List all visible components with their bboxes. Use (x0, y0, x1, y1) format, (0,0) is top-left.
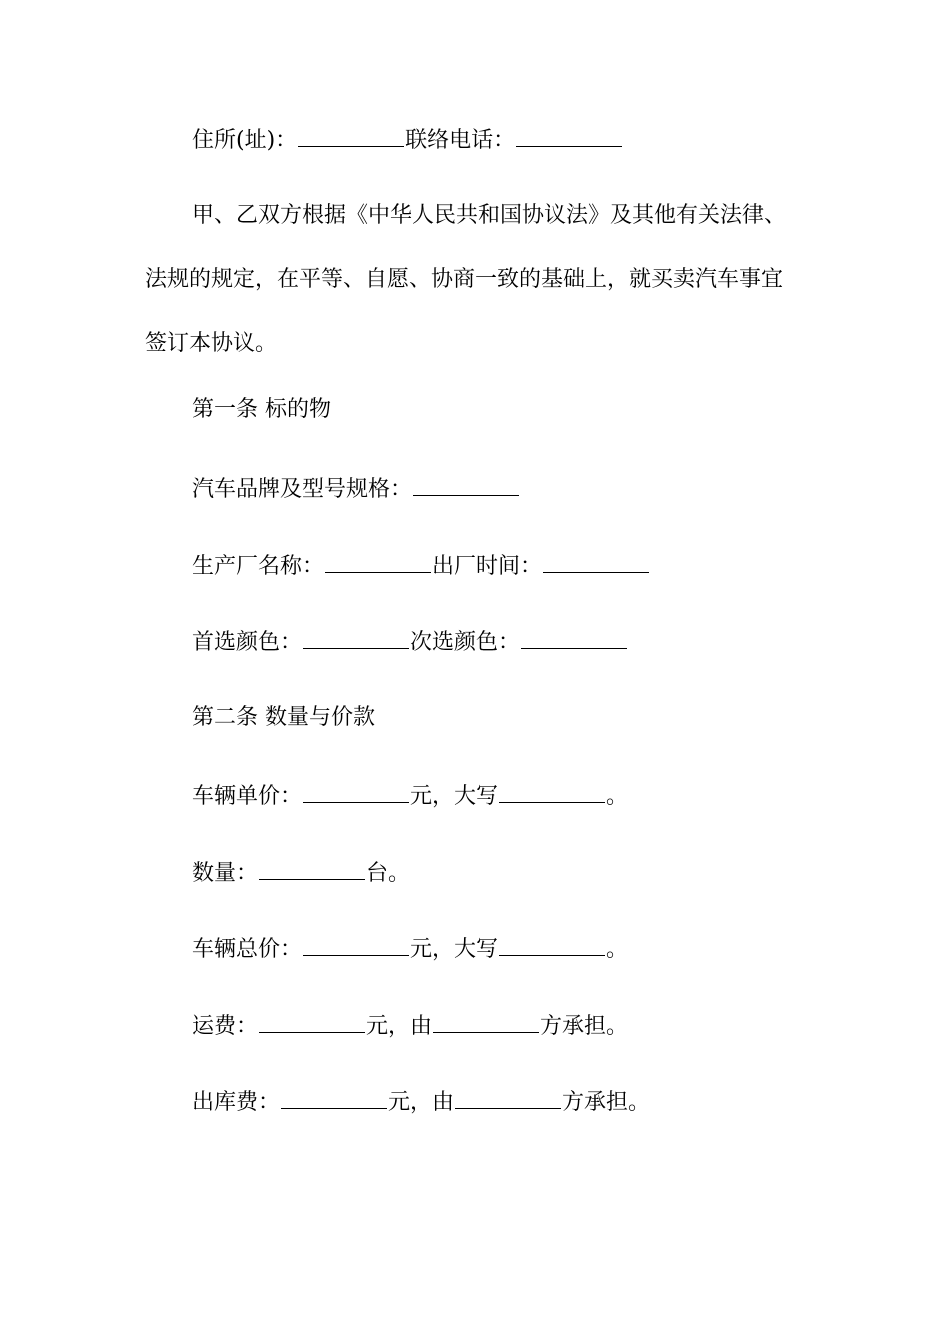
intro-row-1: 甲、乙双方根据《中华人民共和国协议法》及其他有关法律、 (192, 203, 787, 228)
quantity-unit: 台。 (366, 861, 411, 886)
manufacturer-label: 生产厂名称： (192, 554, 325, 579)
factory-date-blank (543, 550, 649, 573)
unit-price-label: 车辆单价： (192, 784, 303, 809)
address-blank (298, 124, 404, 147)
unit-price-blank (303, 780, 409, 803)
unit-price-period: 。 (606, 784, 629, 809)
unit-price-capital-label: 元，大写 (410, 784, 499, 809)
total-price-period: 。 (606, 937, 629, 962)
article-2-heading: 第二条 数量与价款 (192, 705, 375, 730)
intro-row-2: 法规的规定，在平等、自愿、协商一致的基础上，就买卖汽车事宜 (145, 267, 784, 292)
manufacturer-line (192, 550, 650, 582)
address-phone-line (192, 124, 623, 156)
color-line (192, 626, 628, 658)
unit-price-line (192, 780, 628, 812)
manufacturer-blank (325, 550, 431, 573)
brand-blank (413, 473, 519, 496)
quantity-blank (259, 857, 365, 880)
total-price-label: 车辆总价： (192, 937, 303, 962)
quantity-line (192, 857, 410, 889)
brand-label: 汽车品牌及型号规格： (192, 477, 413, 502)
outbound-fee-party-blank (455, 1086, 561, 1109)
factory-date-label: 出厂时间： (432, 554, 543, 579)
article-1-heading: 第一条 标的物 (192, 397, 331, 422)
address-label: 住所(址)： (192, 128, 298, 153)
second-color-label: 次选颜色： (410, 630, 521, 655)
unit-price-capital-blank (499, 780, 605, 803)
first-color-label: 首选颜色： (192, 630, 303, 655)
quantity-label: 数量： (192, 861, 259, 886)
freight-line (192, 1010, 628, 1042)
total-price-capital-label: 元，大写 (410, 937, 499, 962)
total-price-line (192, 933, 628, 965)
outbound-fee-label: 出库费： (192, 1090, 281, 1115)
first-color-blank (303, 626, 409, 649)
total-price-blank (303, 933, 409, 956)
freight-party-blank (433, 1010, 539, 1033)
total-price-capital-blank (499, 933, 605, 956)
intro-row-3: 签订本协议。 (145, 331, 278, 356)
outbound-fee-by-label: 元，由 (388, 1090, 455, 1115)
outbound-fee-line (192, 1086, 650, 1118)
intro-paragraph (145, 201, 813, 393)
outbound-fee-blank (281, 1086, 387, 1109)
freight-blank (259, 1010, 365, 1033)
second-color-blank (521, 626, 627, 649)
brand-line (192, 473, 520, 505)
freight-bears-label: 方承担。 (540, 1014, 629, 1039)
phone-label: 联络电话： (405, 128, 516, 153)
freight-by-label: 元，由 (366, 1014, 433, 1039)
freight-label: 运费： (192, 1014, 259, 1039)
outbound-fee-bears-label: 方承担。 (562, 1090, 651, 1115)
phone-blank (516, 124, 622, 147)
